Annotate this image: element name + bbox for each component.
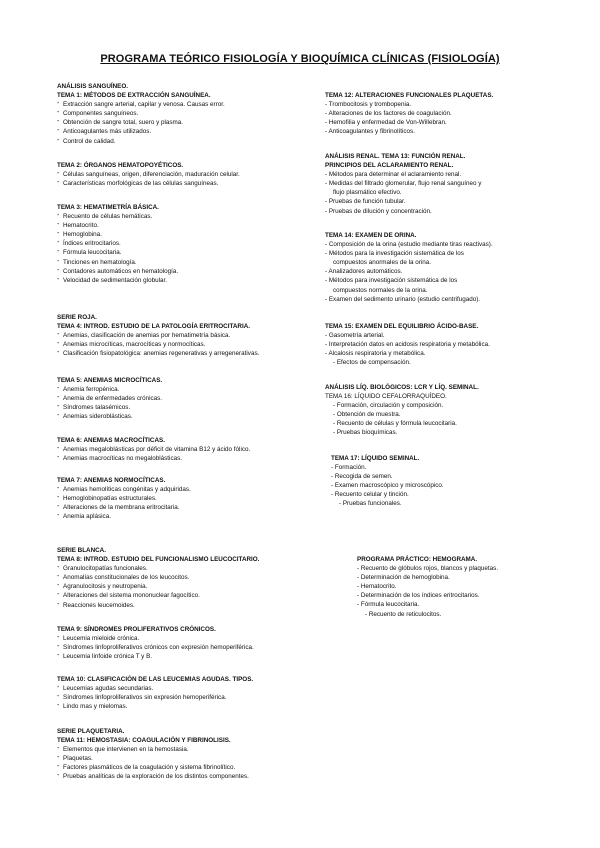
list-item: - Examen del sedimento urinario (estudio centrifugado). [325, 295, 481, 303]
section-heading: ANÁLISIS LÍQ. BIOLÓGICOS: LCR Y LÍQ. SEMINAL. [325, 384, 479, 391]
tema-12 [325, 91, 570, 136]
list-item: - Lindo mas y mielomas. [57, 702, 322, 711]
list-item: - Contadores automáticos en hematología. [57, 267, 322, 276]
list-item: - Recuento de reticulocitos. [365, 610, 442, 618]
page-title: PROGRAMA TEÓRICO FISIOLOGÍA Y BIOQUÍMICA CLÍNICAS (FISIOLOGÍA) [100, 53, 500, 65]
tema-16-title: TEMA 16: LÍQUIDO CEFALORRAQUÍDEO. [325, 393, 447, 401]
list-item: - Recuento de células y fórmula leucocitaria. [333, 420, 457, 428]
list-item: - Anemia aplásica. [57, 512, 322, 521]
list-item: - Leucemia linfoide crónica T y B. [57, 652, 322, 661]
list-item: - Anemias megaloblásticas por déficit de vitamina B12 y ácido fólico. [57, 445, 322, 454]
list-item: - Métodos para determinar el aclaramiento renal. [325, 171, 462, 179]
list-item: - Hemoglobina. [57, 230, 322, 239]
list-item: flujo plasmático efectivo. [333, 189, 402, 197]
list-item: - Hemofilia y enfermedad de Von-Willebran. [325, 119, 447, 127]
tema-11-title: TEMA 11: HEMOSTASIA: COAGULACIÓN Y FIBRINOLISIS. [57, 737, 231, 745]
tema-10-title: TEMA 10: CLASIFICACIÓN DE LAS LEUCEMIAS AGUDAS. TIPOS. [57, 676, 254, 683]
list-item: - Fórmula leucocitaria. [357, 601, 420, 609]
section-heading: SERIE ROJA. [57, 314, 97, 321]
list-item: - Control de calidad. [57, 137, 322, 146]
programa-practico [357, 555, 570, 619]
programa-practico-list [357, 564, 570, 619]
list-item: - Analizadores automáticos. [325, 268, 403, 276]
list-item: - Anemias sideroblásticas. [57, 412, 322, 421]
tema-14-title: TEMA 14: EXAMEN DE ORINA. [325, 232, 417, 239]
list-item: - Fórmula leucocitaria. [57, 248, 322, 257]
tema-9 [57, 625, 322, 661]
list-item: - Anemia ferropénica. [57, 385, 322, 394]
list-item: - Pruebas de dilución y concentración. [325, 207, 432, 215]
list-item: - Anticoagulantes más utilizados. [57, 127, 322, 136]
list-item: compuestos normales de la orina. [333, 286, 428, 294]
list-item: - Trombocitosis y trombopenia. [325, 101, 412, 109]
list-item: - Medidas del filtrado glomerular, flujo renal sanguíneo y [325, 180, 482, 188]
tema-13-title-line2: PRINCIPIOS DEL ACLARAMIENTO RENAL. [325, 162, 454, 170]
list-item: - Recuento de glóbulos rojos, blancos y plaquetas. [357, 565, 499, 573]
list-item: - Características morfológicas de las células sanguíneas. [57, 179, 322, 188]
tema-3 [57, 203, 322, 285]
tema-2-list [57, 170, 322, 188]
list-item: - Recuento celular y tinción. [331, 491, 409, 499]
tema-10-list [57, 684, 322, 711]
list-item: - Anemias, clasificación de anemias por hematimetría básica. [57, 331, 322, 340]
list-item: - Factores plasmáticos de la coagulación y sistema fibrinolítico. [57, 763, 322, 772]
tema-8-title: TEMA 8: INTROD. ESTUDIO DEL FUNCIONALISMO LEUCOCITARIO. [57, 556, 260, 564]
list-item: - Pruebas bioquímicas. [333, 429, 398, 437]
list-item: - Formación. [331, 464, 367, 472]
tema-13-list [325, 170, 570, 215]
tema-9-list [57, 634, 322, 661]
list-item: - Anticoagulantes y fibrinolíticos. [325, 128, 415, 136]
list-item: - Anomalías constitucionales de los leucocitos. [57, 573, 322, 582]
list-item: - Granulocitopatías funcionales. [57, 564, 322, 573]
tema-17-title: TEMA 17: LÍQUIDO SEMINAL. [331, 455, 420, 462]
tema-5 [57, 376, 322, 421]
list-item: - Anemias hemolíticas congénitas y adquiridas. [57, 485, 322, 494]
tema-3-list [57, 212, 322, 285]
list-item: - Formación, circulación y composición. [333, 402, 444, 410]
tema-17 [331, 454, 570, 509]
tema-6-title: TEMA 6: ANEMIAS MACROCÍTICAS. [57, 437, 165, 444]
tema-11-list [57, 745, 322, 781]
list-item: - Leucemias agudas secundarias. [57, 684, 322, 693]
list-item: - Velocidad de sedimentación globular. [57, 276, 322, 285]
section-serie-plaquetaria [57, 727, 322, 782]
tema-4-list [57, 331, 322, 358]
tema-1-list [57, 100, 322, 145]
list-item: - Pruebas de función tubular. [325, 198, 406, 206]
tema-6-list [57, 445, 322, 463]
tema-2 [57, 161, 322, 188]
list-item: - Hematocrito. [57, 221, 322, 230]
list-item: - Métodos para la investigación sistemática de los [325, 250, 464, 258]
list-item: - Clasificación fisiopatológica: anemias regenerativas y arregenerativas. [57, 349, 322, 358]
tema-5-list [57, 385, 322, 421]
list-item: - Pruebas funcionales. [339, 500, 402, 508]
list-item: - Síndromes linfoproliferativos crónicos con expresión hemoperiférica. [57, 643, 322, 652]
list-item: - Alteraciones de la membrana eritrocitaria. [57, 503, 322, 512]
list-item: - Obtención de sangre total, suero y plasma. [57, 118, 322, 127]
list-item: - Células sanguíneas, origen, diferenciación, maduración celular. [57, 170, 322, 179]
tema-14 [325, 231, 570, 304]
list-item: - Agranulocitosis y neutropenia. [57, 582, 322, 591]
section-liquidos-biologicos [325, 383, 570, 438]
tema-7 [57, 476, 322, 521]
list-item: - Hemoglobinopatías estructurales. [57, 494, 322, 503]
tema-15-title: TEMA 15: EXAMEN DEL EQUILIBRIO ÁCIDO-BASE. [325, 323, 479, 330]
tema-10 [57, 675, 322, 711]
list-item: - Recogida de semen. [331, 473, 393, 481]
tema-12-list [325, 100, 570, 136]
list-item: - Determinación de los índices eritrocitarios. [357, 592, 480, 600]
tema-5-title: TEMA 5: ANEMIAS MICROCÍTICAS. [57, 377, 163, 384]
programa-practico-title: PROGRAMA PRÁCTICO: HEMOGRAMA. [357, 556, 478, 563]
section-serie-blanca [57, 546, 322, 610]
list-item: - Alcalosis respiratoria y metabólica. [325, 350, 426, 358]
tema-15 [325, 322, 570, 367]
list-item: - Síndromes linfoproliferativos sin expresión hemoperiférica. [57, 693, 322, 702]
tema-7-title: TEMA 7: ANEMIAS NORMOCÍTICAS. [57, 477, 166, 484]
tema-7-list [57, 485, 322, 521]
list-item: - Recuento de células hemáticas. [57, 212, 322, 221]
list-item: - Composición de la orina (estudio mediante tiras reactivas). [325, 241, 493, 249]
list-item: - Pruebas analíticas de la exploración de los distintos componentes. [57, 772, 322, 781]
list-item: - Métodos para investigación sistemática de los [325, 277, 458, 285]
tema-2-title: TEMA 2: ÓRGANOS HEMATOPOYÉTICOS. [57, 162, 184, 169]
list-item: - Tinciones en hematología. [57, 258, 322, 267]
tema-16-list [325, 401, 570, 437]
section-heading: SERIE PLAQUETARIA. [57, 728, 125, 735]
list-item: - Síndromes talasémicos. [57, 403, 322, 412]
tema-3-title: TEMA 3: HEMATIMETRÍA BÁSICA. [57, 204, 159, 211]
list-item: - Obtención de muestra. [333, 411, 401, 419]
list-item: - Anemias microcíticas, macrocíticas y normocíticas. [57, 340, 322, 349]
tema-8-list [57, 564, 322, 609]
tema-4-title: TEMA 4: INTROD. ESTUDIO DE LA PATOLOGÍA ERITROCITARIA. [57, 323, 250, 331]
list-item: - Índices eritrocitarios. [57, 239, 322, 248]
list-item: - Reacciones leucemoides. [57, 601, 322, 610]
list-item: - Elementos que intervienen en la hemostasia. [57, 745, 322, 754]
list-item: - Examen macroscópico y microscópico. [331, 482, 444, 490]
section-heading: SERIE BLANCA. [57, 547, 106, 554]
list-item: - Efectos de compensación. [333, 359, 411, 367]
list-item: - Hematocrito. [357, 583, 397, 591]
tema-12-title: TEMA 12: ALTERACIONES FUNCIONALES PLAQUETAS. [325, 92, 494, 99]
tema-13-title-line1: ANÁLISIS RENAL. TEMA 13: FUNCIÓN RENAL. [325, 153, 466, 160]
list-item: compuestos anormales de la orina. [333, 259, 432, 267]
list-item: - Extracción sangre arterial, capilar y venosa. Causas error. [57, 100, 322, 109]
tema-6 [57, 436, 322, 463]
list-item: - Gasometría arterial. [325, 332, 385, 340]
section-analisis-sanguineo [57, 82, 322, 146]
list-item: - Leucemia mieloide crónica. [57, 634, 322, 643]
tema-9-title: TEMA 9: SÍNDROMES PROLIFERATIVOS CRÓNICOS. [57, 626, 216, 633]
list-item: - Anemias macrocíticas no megaloblásticas. [57, 454, 322, 463]
tema-17-list [331, 463, 570, 508]
tema-15-list [325, 331, 570, 367]
tema-14-list [325, 240, 570, 304]
section-analisis-renal [325, 152, 570, 216]
list-item: - Anemia de enfermedades crónicas. [57, 394, 322, 403]
section-serie-roja [57, 313, 322, 358]
list-item: - Alteraciones del sistema mononuclear fagocítico. [57, 591, 322, 600]
list-item: - Componentes sanguíneos. [57, 109, 322, 118]
list-item: - Determinación de hemoglobina. [357, 574, 450, 582]
tema-1-title: TEMA 1: MÉTODOS DE EXTRACCIÓN SANGUÍNEA. [57, 92, 211, 100]
section-heading: ANÁLISIS SANGUÍNEO. [57, 83, 129, 90]
list-item: - Plaquetas. [57, 754, 322, 763]
list-item: - Interpretación datos en acidosis respiratoria y metabólica. [325, 341, 490, 349]
list-item: - Alteraciones de los factores de coagulación. [325, 110, 452, 118]
